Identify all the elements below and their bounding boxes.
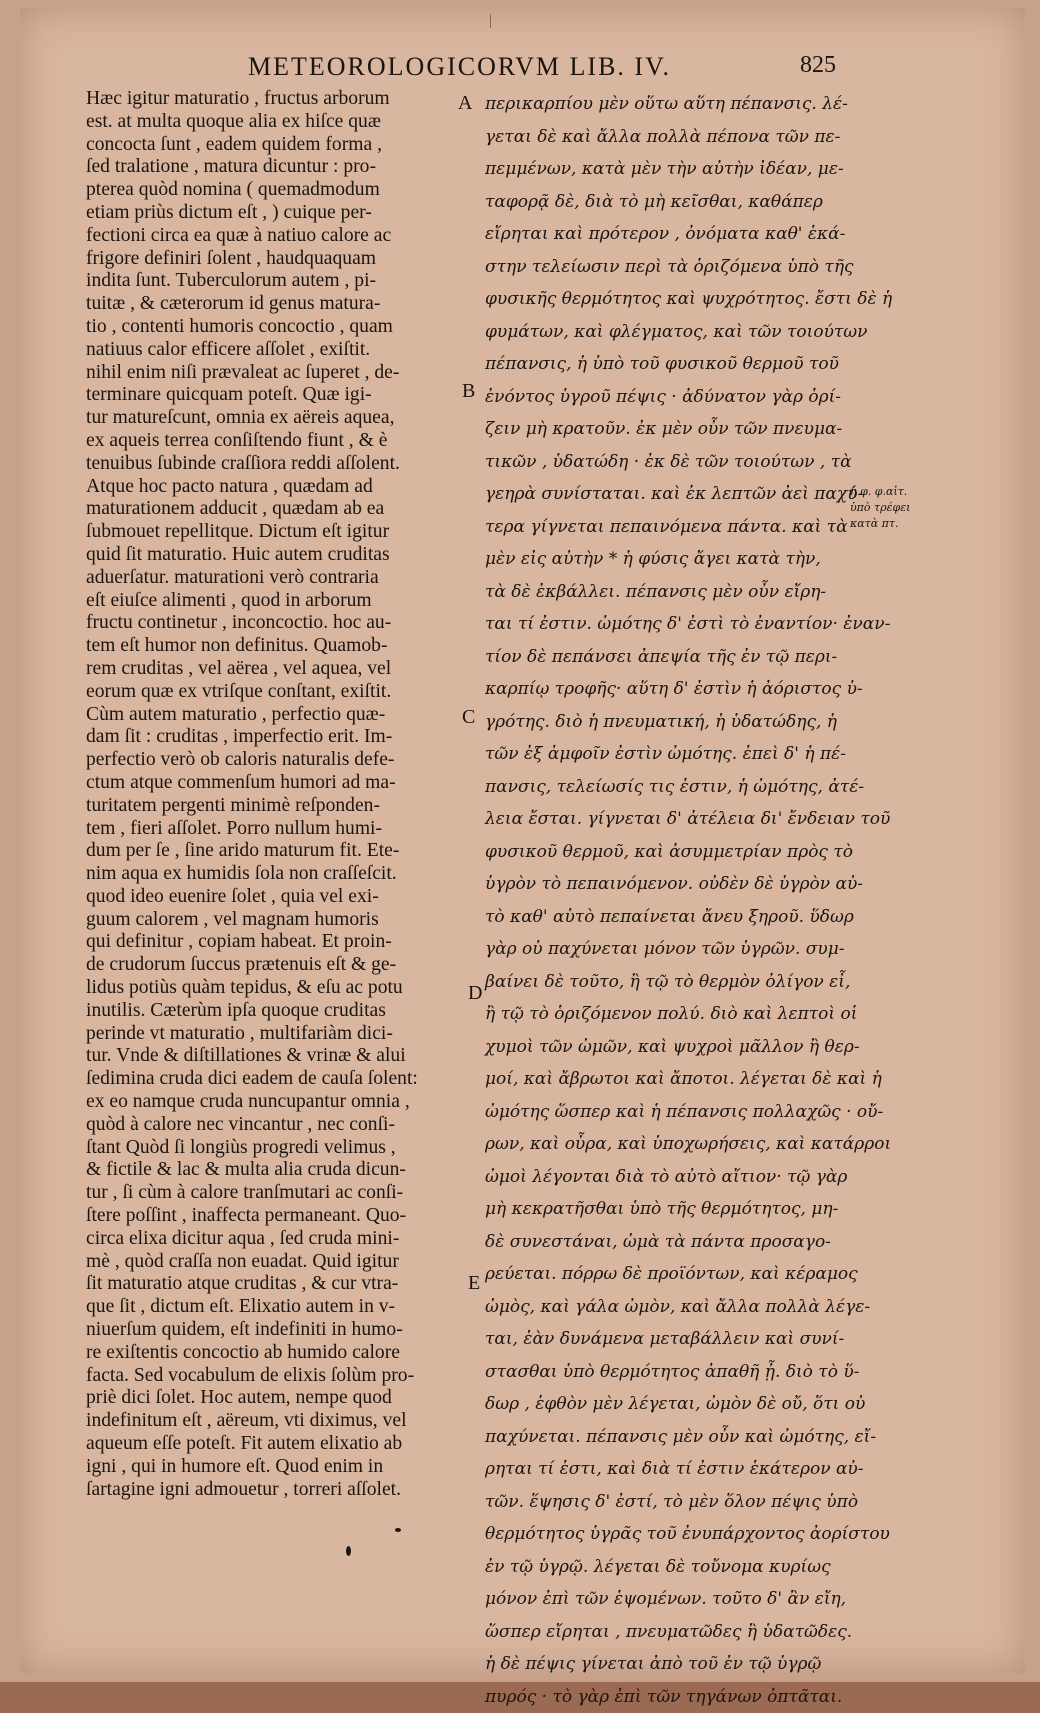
section-marker-e: E: [468, 1272, 480, 1295]
latin-text-line: ſed tralatione , matura dicuntur : pro-: [86, 156, 466, 179]
latin-text-line: perfectio verò ob caloris naturalis defe-: [86, 749, 466, 772]
ink-speck: [395, 1528, 401, 1532]
latin-text-line: nihil enim niſi prævaleat ac ſuperet , de-: [86, 362, 466, 385]
latin-text-line: tenuibus ſubinde craſſiora reddi aſſolent.: [86, 453, 466, 476]
greek-column: [485, 88, 845, 1713]
latin-text-line: re exiſtentis concoctio ab humido calore: [86, 1342, 466, 1365]
greek-text-line: γεται δὲ καὶ ἄλλα πολλὰ πέπονα τῶν πε-: [485, 121, 845, 154]
greek-text-line: ὠμὸς, καὶ γάλα ὠμὸν, καὶ ἄλλα πολλὰ λέγε-: [485, 1291, 845, 1324]
greek-text-line: γὰρ οὐ παχύνεται μόνον τῶν ὑγρῶν. συμ-: [485, 933, 845, 966]
greek-text-line: μόνον ἐπὶ τῶν ἑψομένων. τοῦτο δ' ἂν εἴη,: [485, 1583, 845, 1616]
margin-note-line: ἡ φ. φ.αἰτ.: [850, 484, 940, 500]
greek-text-line: ὑγρὸν τὸ πεπαινόμενον. οὐδὲν δὲ ὑγρὸν αὐ-: [485, 868, 845, 901]
latin-text-line: lidus potiùs quàm tepidus, & eſu ac potu: [86, 977, 466, 1000]
greek-text-line: ται, ἐὰν δυνάμενα μεταβάλλειν καὶ συνί-: [485, 1323, 845, 1356]
greek-text-line: ται τί ἐστιν. ὠμότης δ' ἐστὶ τὸ ἐναντίον· ἐναν-: [485, 608, 845, 641]
latin-text-line: indita ſunt. Tuberculorum autem , pi-: [86, 270, 466, 293]
greek-text-line: βαίνει δὲ τοῦτο, ἢ τῷ τὸ θερμὸν ὀλίγον εἶ,: [485, 966, 845, 999]
margin-note-line: κατὰ πτ.: [850, 516, 940, 532]
latin-text-line: tio , contenti humoris concoctio , quam: [86, 316, 466, 339]
latin-text-line: ſtant Quòd ſi longiùs progredi velimus ,: [86, 1137, 466, 1160]
latin-text-line: perinde vt maturatio , multifariàm dici-: [86, 1023, 466, 1046]
latin-text-line: tem , fieri aſſolet. Porro nullum humi-: [86, 818, 466, 841]
latin-text-line: ſartagine igni admouetur , torreri aſſolet.: [86, 1479, 466, 1502]
latin-text-line: fructu continetur , inconcoctio. hoc au-: [86, 612, 466, 635]
latin-text-line: terminare quicquam poteſt. Quæ igi-: [86, 384, 466, 407]
latin-text-line: dam ſit : cruditas , imperfectio erit. Im-: [86, 726, 466, 749]
latin-text-line: quòd à calore nec vincantur , nec conſi-: [86, 1114, 466, 1137]
greek-text-line: καρπίῳ τροφῆς· αὕτη δ' ἐστὶν ἡ ἀόριστος ὑ-: [485, 673, 845, 706]
latin-text-line: natiuus calor efficere aſſolet , exiſtit.: [86, 339, 466, 362]
greek-text-line: ρηται τί ἐστι, καὶ διὰ τί ἐστιν ἑκάτερον αὐ-: [485, 1453, 845, 1486]
margin-note: [850, 484, 940, 532]
greek-text-line: μὴ κεκρατῆσθαι ὑπὸ τῆς θερμότητος, μη-: [485, 1193, 845, 1226]
latin-text-line: qui definitur , copiam habeat. Et proin-: [86, 931, 466, 954]
greek-text-line: πεμμένων, κατὰ μὲν τὴν αὐτὴν ἰδέαν, με-: [485, 153, 845, 186]
latin-text-line: nim aqua ex humidis ſola non craſſeſcit.: [86, 863, 466, 886]
latin-text-line: inutilis. Cæterùm ipſa quoque cruditas: [86, 1000, 466, 1023]
latin-text-line: ex eo namque cruda nuncupantur omnia ,: [86, 1091, 466, 1114]
greek-text-line: πέπανσις, ἡ ὑπὸ τοῦ φυσικοῦ θερμοῦ τοῦ: [485, 348, 845, 381]
greek-text-line: τῶν. ἕψησις δ' ἐστί, τὸ μὲν ὅλον πέψις ὑπὸ: [485, 1486, 845, 1519]
section-marker-b: B: [462, 380, 475, 403]
latin-text-line: quid ſit maturatio. Huic autem cruditas: [86, 544, 466, 567]
greek-text-line: στασθαι ὑπὸ θερμότητος ἀπαθῆ ᾖ. διὸ τὸ ὕ-: [485, 1356, 845, 1389]
latin-text-line: aduerſatur. maturationi verò contraria: [86, 567, 466, 590]
greek-text-line: γρότης. διὸ ἡ πνευματική, ἡ ὑδατώδης, ἡ: [485, 706, 845, 739]
latin-text-line: tur matureſcunt, omnia ex aëreis aquea,: [86, 407, 466, 430]
latin-text-line: concocta ſunt , eadem quidem forma ,: [86, 134, 466, 157]
greek-text-line: δὲ συνεστάναι, ὠμὰ τὰ πάντα προσαγο-: [485, 1226, 845, 1259]
greek-text-line: ὥσπερ εἴρηται , πνευματῶδες ἢ ὑδατῶδες.: [485, 1616, 845, 1649]
greek-text-line: θερμότητος ὑγρᾶς τοῦ ἐνυπάρχοντος ἀορίστου: [485, 1518, 845, 1551]
latin-text-line: rem cruditas , vel aërea , vel aquea, vel: [86, 658, 466, 681]
greek-text-line: ἐν τῷ ὑγρῷ. λέγεται δὲ τοὔνομα κυρίως: [485, 1551, 845, 1584]
greek-text-line: περικαρπίου μὲν οὕτω αὕτη πέπανσις. λέ-: [485, 88, 845, 121]
latin-text-line: niuerſum quidem, eſt indefiniti in humo-: [86, 1319, 466, 1342]
latin-text-line: priè dici ſolet. Hoc autem, nempe quod: [86, 1387, 466, 1410]
greek-text-line: τὰ δὲ ἐκβάλλει. πέπανσις μὲν οὖν εἴρη-: [485, 576, 845, 609]
greek-text-line: δωρ , ἑφθὸν μὲν λέγεται, ὠμὸν δὲ οὔ, ὅτι οὐ: [485, 1388, 845, 1421]
greek-text-line: τίον δὲ πεπάνσει ἀπεψία τῆς ἐν τῷ περι-: [485, 641, 845, 674]
latin-text-line: guum calorem , vel magnam humoris: [86, 909, 466, 932]
greek-text-line: μοί, καὶ ἄβρωτοι καὶ ἄποτοι. λέγεται δὲ καὶ ἡ: [485, 1063, 845, 1096]
greek-text-line: φυσικοῦ θερμοῦ, καὶ ἀσυμμετρίαν πρὸς τὸ: [485, 836, 845, 869]
latin-text-line: tuitæ , & cæterorum id genus matura-: [86, 293, 466, 316]
latin-text-line: pterea quòd nomina ( quemadmodum: [86, 179, 466, 202]
greek-text-line: ταφορᾷ δὲ, διὰ τὸ μὴ κεῖσθαι, καθάπερ: [485, 186, 845, 219]
greek-text-line: ὠμοὶ λέγονται διὰ τὸ αὐτὸ αἴτιον· τῷ γὰρ: [485, 1161, 845, 1194]
greek-text-line: εἴρηται καὶ πρότερον , ὀνόματα καθ' ἑκά-: [485, 218, 845, 251]
running-title: METEOROLOGICORVM LIB. IV.: [248, 52, 671, 82]
greek-text-line: ζειν μὴ κρατοῦν. ἐκ μὲν οὖν τῶν πνευμα-: [485, 413, 845, 446]
latin-column: [86, 88, 466, 1501]
greek-text-line: μὲν εἰς αὐτὴν * ἡ φύσις ἄγει κατὰ τὴν,: [485, 543, 845, 576]
latin-text-line: etiam priùs dictum eſt , ) cuique per-: [86, 202, 466, 225]
greek-text-line: πυρός · τὸ γὰρ ἐπὶ τῶν τηγάνων ὀπτᾶται.: [485, 1681, 845, 1713]
greek-text-line: πανσις, τελείωσίς τις ἐστιν, ἡ ὠμότης, ἀτέ-: [485, 771, 845, 804]
greek-text-line: ρων, καὶ οὖρα, καὶ ὑποχωρήσεις, καὶ κατάρροι: [485, 1128, 845, 1161]
greek-text-line: φυμάτων, καὶ φλέγματος, καὶ τῶν τοιούτων: [485, 316, 845, 349]
greek-text-line: τὸ καθ' αὑτὸ πεπαίνεται ἄνευ ξηροῦ. ὕδωρ: [485, 901, 845, 934]
section-marker-a: A: [458, 92, 472, 115]
latin-text-line: & fictile & lac & multa alia cruda dicun-: [86, 1159, 466, 1182]
page-header: [0, 52, 1040, 86]
latin-text-line: ſit maturatio atque cruditas , & cur vtra-: [86, 1273, 466, 1296]
latin-text-line: Atque hoc pacto natura , quædam ad: [86, 476, 466, 499]
greek-text-line: λεια ἔσται. γίγνεται δ' ἀτέλεια δι' ἔνδειαν τοῦ: [485, 803, 845, 836]
latin-text-line: dum per ſe , ſine arido maturum fit. Ete-: [86, 840, 466, 863]
page-number: 825: [800, 52, 836, 79]
section-marker-c: C: [462, 706, 475, 729]
greek-text-line: τῶν ἐξ ἀμφοῖν ἐστὶν ὠμότης. ἐπεὶ δ' ἡ πέ-: [485, 738, 845, 771]
latin-text-line: quod ideo euenire ſolet , quia vel exi-: [86, 886, 466, 909]
latin-text-line: frigore definiri ſolent , haudquaquam: [86, 248, 466, 271]
latin-text-line: indefinitum eſt , aëreum, vti diximus, vel: [86, 1410, 466, 1433]
latin-text-line: facta. Sed vocabulum de elixis ſolùm pro-: [86, 1365, 466, 1388]
latin-text-line: est. at multa quoque alia ex hiſce quæ: [86, 111, 466, 134]
margin-note-line: ὑπὸ τρέφει: [850, 500, 940, 516]
greek-text-line: παχύνεται. πέπανσις μὲν οὖν καὶ ὠμότης, εἴ-: [485, 1421, 845, 1454]
latin-text-line: maturationem adducit , quædam ab ea: [86, 498, 466, 521]
latin-text-line: ſtere poſſint , inaffecta permaneant. Quo-: [86, 1205, 466, 1228]
latin-text-line: ſubmouet repellitque. Dictum eſt igitur: [86, 521, 466, 544]
paper-blemish: [490, 14, 491, 28]
greek-text-line: γεηρὰ συνίσταται. καὶ ἐκ λεπτῶν ἀεὶ παχύ-: [485, 478, 845, 511]
greek-text-line: ὠμότης ὥσπερ καὶ ἡ πέπανσις πολλαχῶς · οὔ-: [485, 1096, 845, 1129]
latin-text-line: fectioni circa ea quæ à natiuo calore ac: [86, 225, 466, 248]
greek-text-line: χυμοὶ τῶν ὠμῶν, καὶ ψυχροὶ μᾶλλον ἢ θερ-: [485, 1031, 845, 1064]
latin-text-line: turitatem pergenti minimè reſponden-: [86, 795, 466, 818]
latin-text-line: eorum quæ ex vtriſque conſtant, exiſtit.: [86, 681, 466, 704]
latin-text-line: de crudorum ſuccus prætenuis eſt & ge-: [86, 954, 466, 977]
latin-text-line: aqueum eſſe poteſt. Fit autem elixatio ab: [86, 1433, 466, 1456]
latin-text-line: tem eſt humor non definitus. Quamob-: [86, 635, 466, 658]
greek-text-line: τικῶν , ὑδατώδη · ἐκ δὲ τῶν τοιούτων , τὰ: [485, 446, 845, 479]
latin-text-line: ex aqueis terrea conſiſtendo fiunt , & è: [86, 430, 466, 453]
latin-text-line: tur. Vnde & diſtillationes & vrinæ & alui: [86, 1045, 466, 1068]
latin-text-line: circa elixa dicitur aqua , ſed cruda mini-: [86, 1228, 466, 1251]
latin-text-line: eſt eiuſce alimenti , quod in arborum: [86, 590, 466, 613]
latin-text-line: que ſit , dictum eſt. Elixatio autem in v-: [86, 1296, 466, 1319]
latin-text-line: igni , qui in humore eſt. Quod enim in: [86, 1456, 466, 1479]
greek-text-line: ρεύεται. πόρρω δὲ προϊόντων, καὶ κέραμος: [485, 1258, 845, 1291]
greek-text-line: τερα γίγνεται πεπαινόμενα πάντα. καὶ τὰ: [485, 511, 845, 544]
latin-text-line: ctum atque commenſum humori ad ma-: [86, 772, 466, 795]
greek-text-line: στην τελείωσιν περὶ τὰ ὁριζόμενα ὑπὸ τῆς: [485, 251, 845, 284]
latin-text-line: tur , ſi cùm à calore tranſmutari ac conſi-: [86, 1182, 466, 1205]
latin-text-line: mè , quòd craſſa non euadat. Quid igitur: [86, 1251, 466, 1274]
greek-text-line: ἐνόντος ὑγροῦ πέψις · ἀδύνατον γὰρ ὁρί-: [485, 381, 845, 414]
latin-text-line: ſedimina cruda dici eadem de cauſa ſolent:: [86, 1068, 466, 1091]
greek-text-line: ἢ τῷ τὸ ὁριζόμενον πολύ. διὸ καὶ λεπτοὶ οἱ: [485, 998, 845, 1031]
latin-text-line: Hæc igitur maturatio , fructus arborum: [86, 88, 466, 111]
greek-text-line: φυσικῆς θερμότητος καὶ ψυχρότητος. ἔστι δὲ ἡ: [485, 283, 845, 316]
section-marker-d: D: [468, 982, 482, 1005]
latin-text-line: Cùm autem maturatio , perfectio quæ-: [86, 704, 466, 727]
greek-text-line: ἡ δὲ πέψις γίνεται ἀπὸ τοῦ ἐν τῷ ὑγρῷ: [485, 1648, 845, 1681]
ink-speck: [346, 1546, 351, 1556]
